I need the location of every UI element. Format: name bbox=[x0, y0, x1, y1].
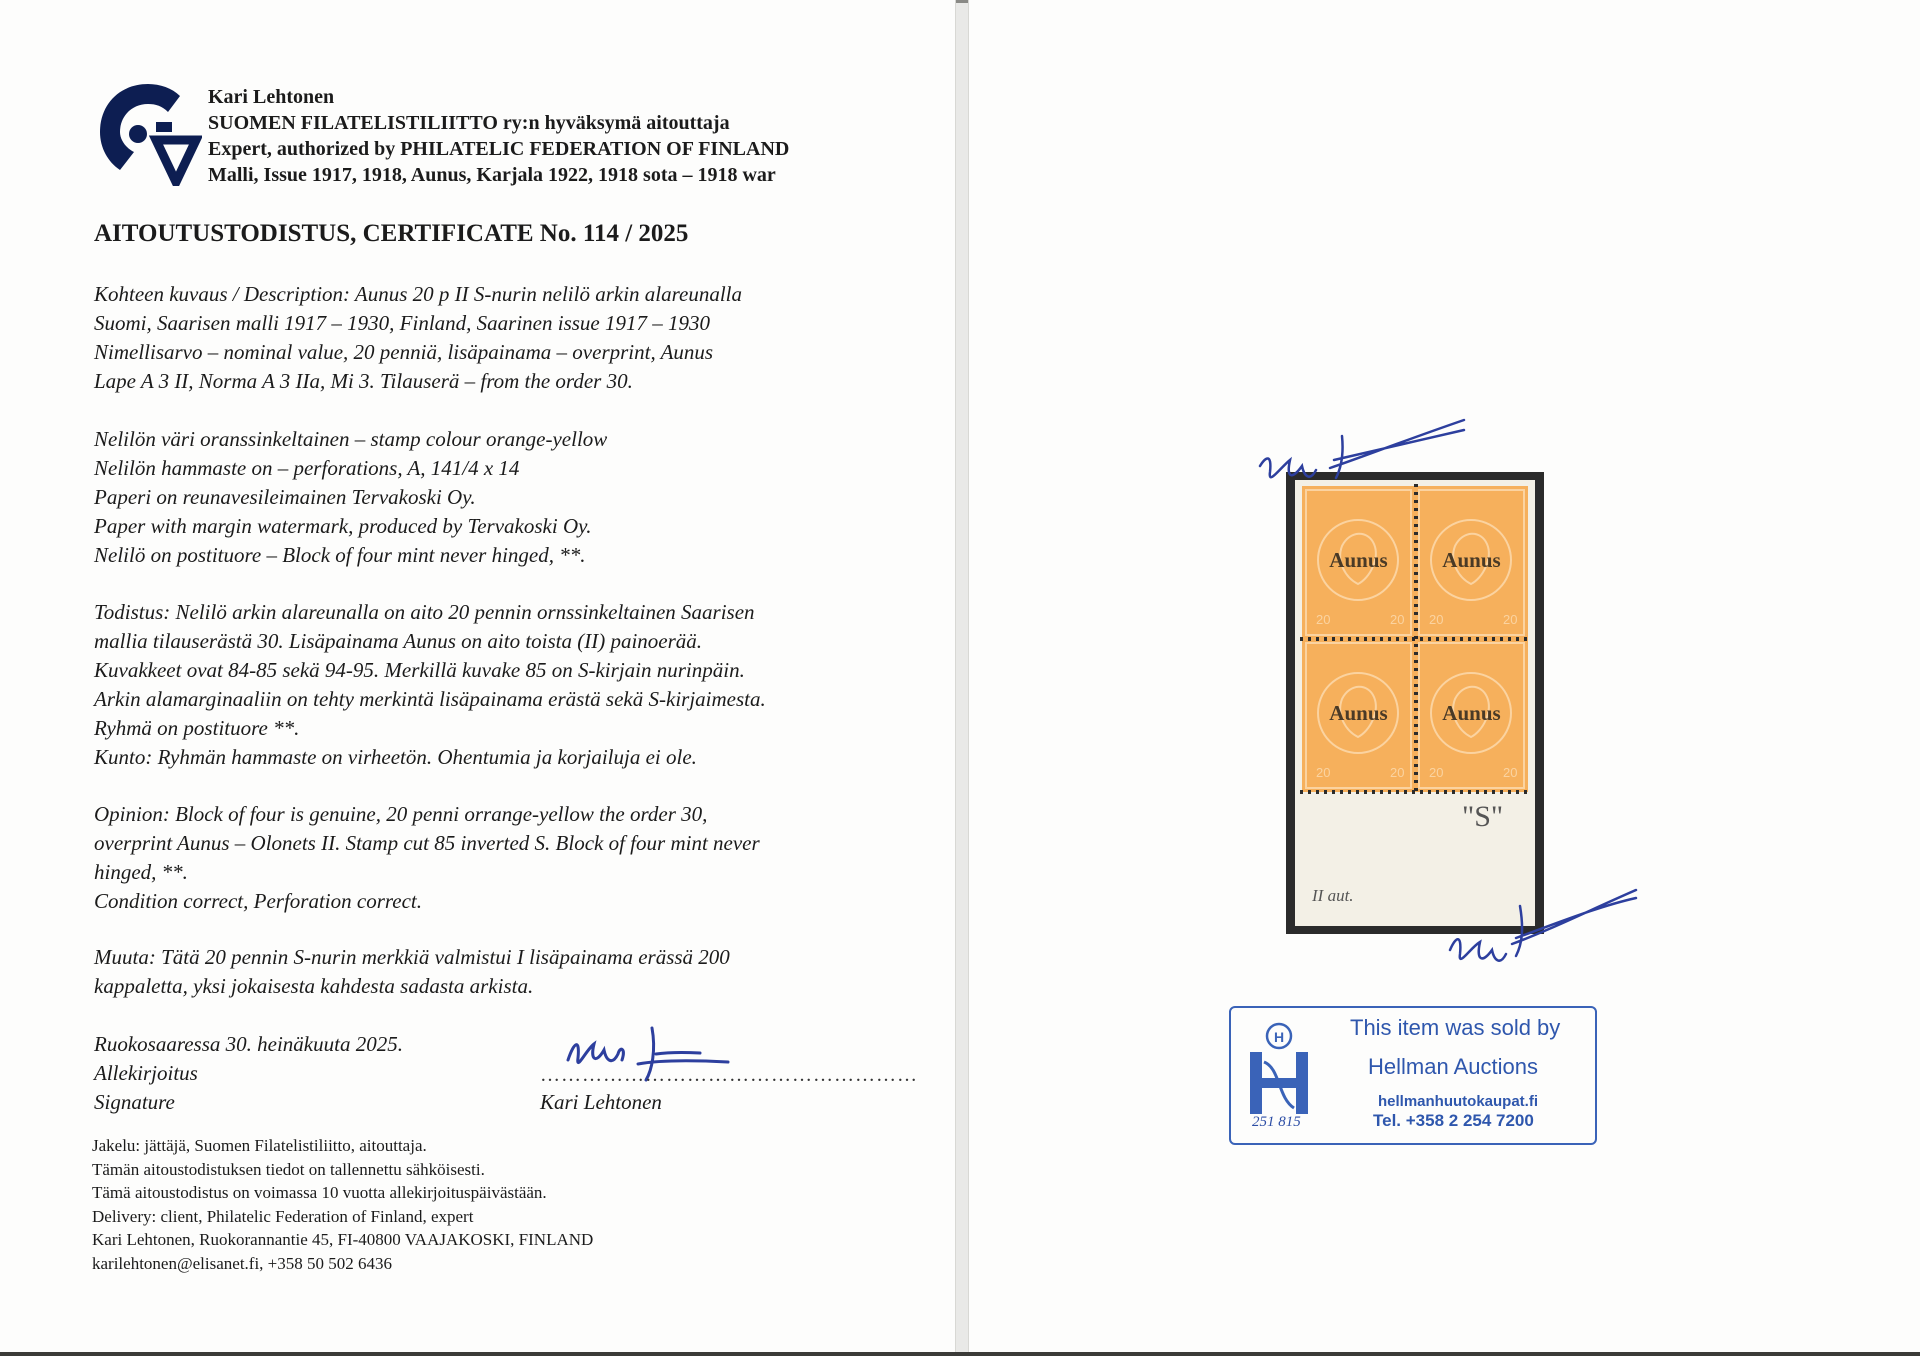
signatory-name: Kari Lehtonen bbox=[540, 1090, 662, 1114]
footer-line: Tämä aitoustodistus on voimassa 10 vuotta allekirjoituspäivästään. bbox=[92, 1183, 547, 1202]
todistus-block bbox=[94, 598, 766, 772]
overprint-text: Aunus bbox=[1442, 701, 1501, 725]
opinion-line: Condition correct, Perforation correct. bbox=[94, 889, 422, 913]
colour-line: Paper with margin watermark, produced by Tervakoski Oy. bbox=[94, 514, 592, 538]
muuta-line: Muuta: Tätä 20 pennin S-nurin merkkiä valmistui I lisäpainama erässä 200 bbox=[94, 945, 730, 969]
opinion-line: Opinion: Block of four is genuine, 20 penni orrange-yellow the order 30, bbox=[94, 802, 708, 826]
footer-block bbox=[92, 1134, 593, 1275]
signature-labels bbox=[94, 1030, 403, 1117]
muuta-block bbox=[94, 943, 730, 1001]
expert-federation-en: Expert, authorized by PHILATELIC FEDERATION OF FINLAND bbox=[208, 138, 790, 160]
svg-text:20: 20 bbox=[1503, 765, 1518, 780]
footer-line: Delivery: client, Philatelic Federation of Finland, expert bbox=[92, 1206, 474, 1226]
svg-text:20: 20 bbox=[1390, 765, 1405, 780]
description-line: Kohteen kuvaus / Description: Aunus 20 p II S-nurin nelilö arkin alareunalla bbox=[94, 282, 743, 306]
overprint-text: Aunus bbox=[1329, 548, 1388, 572]
colour-line: Nelilön väri oranssinkeltainen – stamp colour orange-yellow bbox=[94, 427, 608, 451]
colour-line: Nelilön hammaste on – perforations, A, 141/4 x 14 bbox=[94, 456, 520, 480]
margin-s-mark: "S" bbox=[1462, 800, 1504, 833]
todistus-line: Kuvakkeet ovat 84-85 sekä 94-95. Merkillä kuvake 85 on S-kirjain nurinpäin. bbox=[94, 658, 745, 682]
expert-header bbox=[208, 84, 789, 188]
muuta-line: kappaletta, yksi jokaisesta kahdesta sadasta arkista. bbox=[94, 974, 534, 998]
description-line: Lape A 3 II, Norma A 3 IIa, Mi 3. Tilauserä – from the order 30. bbox=[94, 369, 633, 393]
stamp bbox=[1302, 486, 1415, 639]
description-block bbox=[94, 280, 742, 396]
footer-line: Jakelu: jättäjä, Suomen Filatelistiliitto, aitouttaja. bbox=[92, 1136, 427, 1155]
certificate-title: AITOUTUSTODISTUS, CERTIFICATE No. 114 / 2025 bbox=[94, 220, 689, 247]
auction-sold-by: This item was sold by bbox=[1350, 1015, 1561, 1040]
opinion-line: hinged, **. bbox=[94, 860, 188, 884]
svg-text:20: 20 bbox=[1429, 765, 1444, 780]
signature-line: ……………………………………………… bbox=[540, 1064, 918, 1086]
perforation-bottom bbox=[1300, 790, 1530, 794]
todistus-line: Arkin alamarginaaliin on tehty merkintä lisäpainama erästä sekä S-kirjaimesta. bbox=[94, 687, 766, 711]
todistus-line: Ryhmä on postituore **. bbox=[94, 716, 300, 740]
philatelic-federation-logo bbox=[94, 78, 202, 186]
perforation-horizontal bbox=[1300, 637, 1530, 641]
footer-line: karilehtonen@elisanet.fi, +358 50 502 6436 bbox=[92, 1253, 393, 1273]
overprint-text: Aunus bbox=[1329, 701, 1388, 725]
auction-house-name: Hellman Auctions bbox=[1368, 1054, 1538, 1079]
svg-text:20: 20 bbox=[1316, 612, 1331, 627]
place-date: Ruokosaaressa 30. heinäkuuta 2025. bbox=[94, 1032, 403, 1056]
todistus-line: Todistus: Nelilö arkin alareunalla on aito 20 pennin ornssinkeltainen Saarisen bbox=[94, 600, 755, 624]
stamp bbox=[1415, 486, 1528, 639]
todistus-line: Kunto: Ryhmän hammaste on virheetön. Ohentumia ja korjailuja ei ole. bbox=[94, 745, 697, 769]
description-line: Suomi, Saarisen malli 1917 – 1930, Finland, Saarinen issue 1917 – 1930 bbox=[94, 311, 710, 335]
svg-text:20: 20 bbox=[1316, 765, 1331, 780]
margin-pencil-note: II aut. bbox=[1312, 886, 1354, 905]
colour-line: Nelilö on postituore – Block of four mint never hinged, **. bbox=[94, 543, 586, 567]
overprint-text: Aunus bbox=[1442, 548, 1501, 572]
signature-label-fi: Allekirjoitus bbox=[94, 1061, 198, 1085]
svg-text:20: 20 bbox=[1503, 612, 1518, 627]
auction-phone: Tel. +358 2 254 7200 bbox=[1373, 1111, 1534, 1130]
svg-text:20: 20 bbox=[1429, 612, 1444, 627]
lot-number: 251 815 bbox=[1252, 1114, 1301, 1130]
expert-federation-fi: SUOMEN FILATELISTILIITTO ry:n hyväksymä aitouttaja bbox=[208, 112, 730, 134]
certificate-page bbox=[0, 0, 956, 1352]
todistus-line: mallia tilauserästä 30. Lisäpainama Aunus on aito toista (II) painoerää. bbox=[94, 629, 703, 653]
opinion-line: overprint Aunus – Olonets II. Stamp cut 85 inverted S. Block of four mint never bbox=[94, 831, 760, 855]
stamp bbox=[1415, 639, 1528, 792]
svg-text:H: H bbox=[1273, 1029, 1285, 1045]
description-line: Nimellisarvo – nominal value, 20 penniä, lisäpainama – overprint, Aunus bbox=[94, 340, 714, 364]
opinion-block bbox=[94, 800, 760, 916]
expert-name: Kari Lehtonen bbox=[208, 86, 335, 108]
colour-block bbox=[94, 425, 607, 570]
auction-website: hellmanhuutokaupat.fi bbox=[1378, 1093, 1539, 1110]
svg-text:20: 20 bbox=[1390, 612, 1405, 627]
footer-line: Tämän aitoustodistuksen tiedot on tallennettu sähköisesti. bbox=[92, 1159, 485, 1179]
scan-bottom-edge bbox=[0, 1352, 1920, 1356]
colour-line: Paperi on reunavesileimainen Tervakoski Oy. bbox=[94, 485, 476, 509]
signature-label-en: Signature bbox=[94, 1090, 175, 1114]
stamp bbox=[1302, 639, 1415, 792]
footer-line: Kari Lehtonen, Ruokorannantie 45, FI-40800 VAAJAKOSKI, FINLAND bbox=[92, 1230, 594, 1249]
expert-areas: Malli, Issue 1917, 1918, Aunus, Karjala 1922, 1918 sota – 1918 war bbox=[208, 164, 776, 186]
